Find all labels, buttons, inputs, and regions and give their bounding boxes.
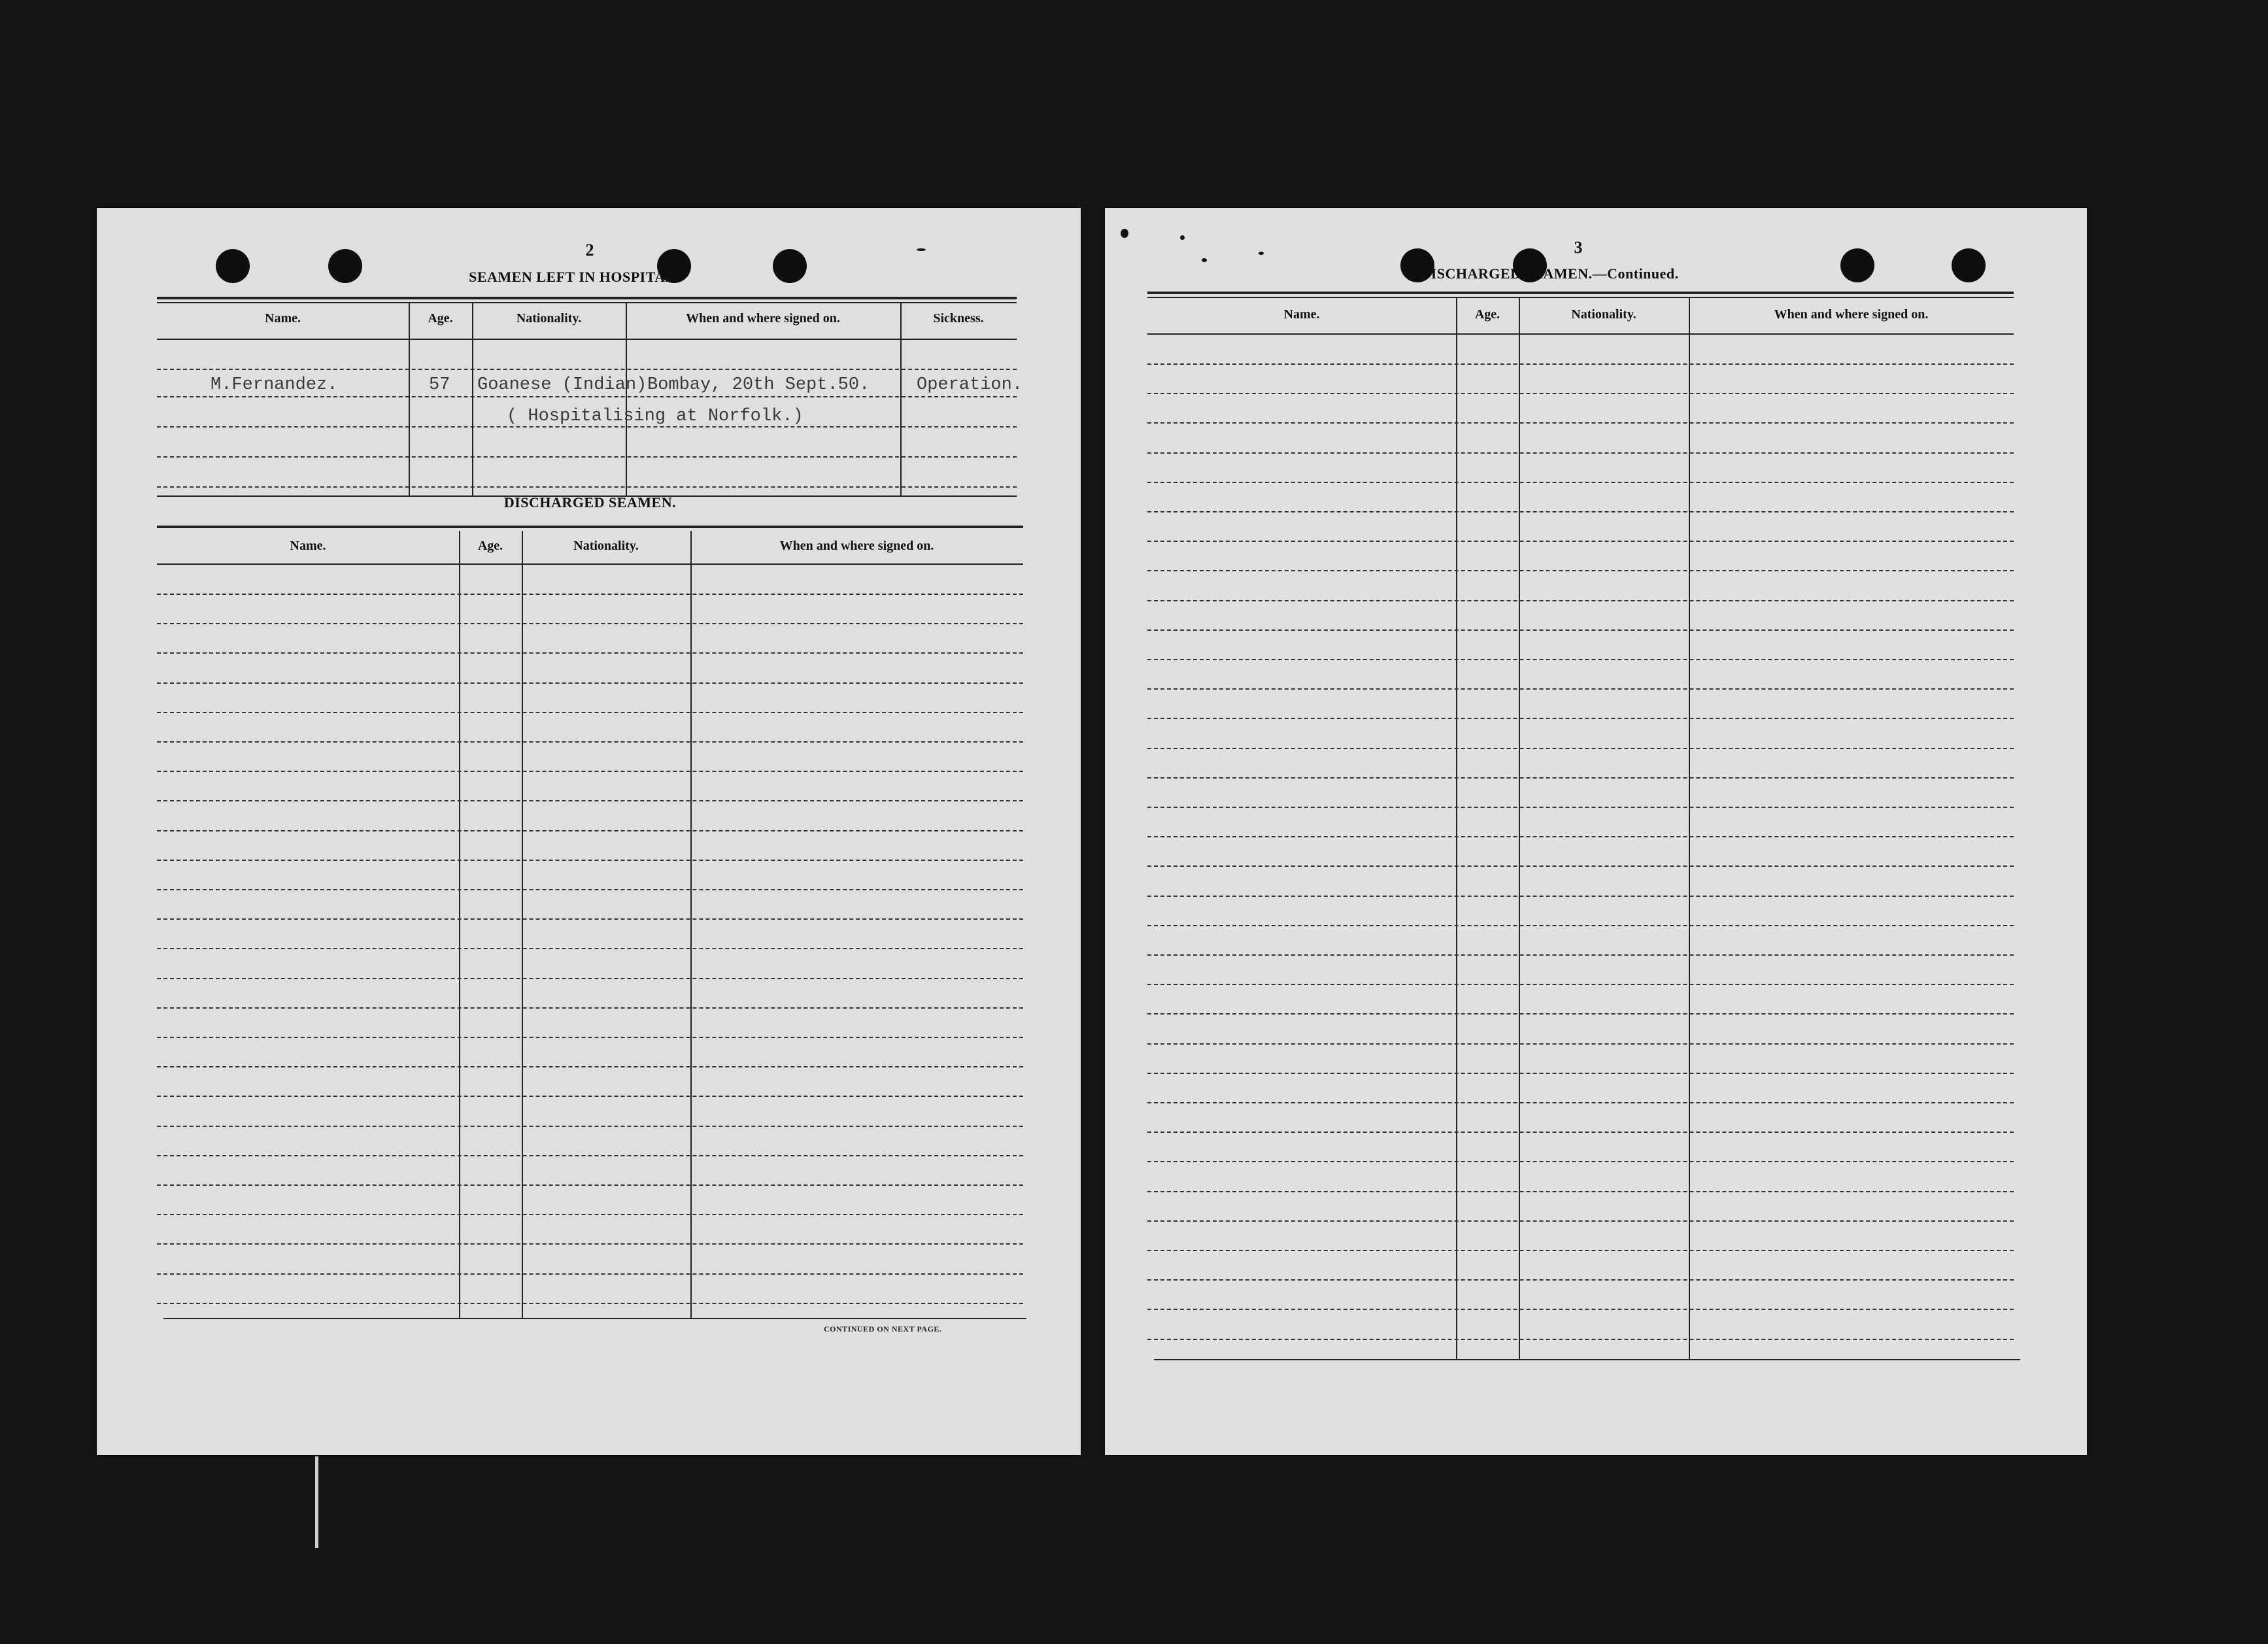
ledger-row-line (1147, 1043, 2014, 1045)
left-page (97, 208, 1081, 1455)
ledger-row-line (1147, 777, 2014, 779)
ledger-row-line (157, 771, 1023, 772)
ledger-row-line (157, 948, 1023, 949)
punch-hole (1840, 248, 1874, 282)
entry-note: ( Hospitalising at Norfolk.) (507, 407, 804, 426)
punch-hole (216, 249, 250, 283)
col-header-signed-on: When and where signed on. (686, 311, 840, 326)
ledger-row-line (157, 1273, 1023, 1275)
page-edge-strip (315, 1456, 318, 1548)
entry-sickness: Operation. (917, 375, 1023, 395)
ledger-row-line (157, 1037, 1023, 1038)
ledger-row-line (1147, 1102, 2014, 1103)
scan-speck (917, 248, 926, 251)
page-number: 2 (585, 241, 594, 260)
col-header-nationality: Nationality. (516, 311, 582, 326)
col-header-signed-on: When and where signed on. (1774, 307, 1929, 322)
ledger-row-line (157, 623, 1023, 624)
ledger-row-line (157, 1243, 1023, 1245)
page-number: 3 (1574, 238, 1583, 257)
col-header-age: Age. (477, 539, 503, 553)
ledger-row-line (1147, 1073, 2014, 1074)
ledger-row-line (1147, 954, 2014, 956)
col-header-sickness: Sickness. (933, 311, 984, 326)
ledger-row-line (1147, 1309, 2014, 1310)
col-header-age: Age. (428, 311, 453, 326)
ledger-row-line (1147, 1220, 2014, 1222)
ledger-row-line (1147, 748, 2014, 749)
scan-speck (1202, 258, 1207, 262)
continued-note: CONTINUED ON NEXT PAGE. (824, 1324, 942, 1334)
ledger-row-line (1147, 511, 2014, 512)
ledger-row-line (1147, 1339, 2014, 1340)
ledger-row-line (157, 860, 1023, 861)
ledger-row-line (1147, 1013, 2014, 1015)
ledger-row-line (1147, 925, 2014, 926)
ledger-row-line (157, 1007, 1023, 1009)
col-header-name: Name. (290, 539, 326, 553)
hospital-section-title: SEAMEN LEFT IN HOSPITAL. (469, 269, 679, 285)
ledger-row-line (1147, 1191, 2014, 1192)
ledger-row-line (157, 1126, 1023, 1127)
discharged-section-title: DISCHARGED SEAMEN. (503, 494, 677, 511)
ledger-row-line (157, 682, 1023, 684)
ledger-row-line (1147, 807, 2014, 808)
discharged-continued-title: DISCHARGED SEAMEN.—Continued. (1420, 265, 1679, 282)
ledger-row-line (1147, 393, 2014, 394)
entry-age: 57 (429, 375, 450, 395)
ledger-row-line (1147, 570, 2014, 571)
ledger-row-line (157, 830, 1023, 831)
ledger-row-line (1147, 363, 2014, 365)
ledger-row-line (157, 741, 1023, 743)
ledger-row-line (157, 712, 1023, 713)
ledger-row-line (1147, 482, 2014, 483)
scan-speck (1180, 235, 1185, 240)
ledger-row-line (157, 1155, 1023, 1156)
ledger-row-line (157, 594, 1023, 595)
scan-speck (1121, 229, 1128, 238)
ledger-row-line (1147, 600, 2014, 601)
col-header-nationality: Nationality. (1571, 307, 1636, 322)
ledger-row-line (157, 1066, 1023, 1067)
ledger-row-line (1147, 422, 2014, 424)
entry-name: M.Fernandez. (211, 375, 338, 395)
ledger-row-line (1147, 688, 2014, 690)
ledger-row-line (1147, 541, 2014, 542)
discharged-continued-table (1147, 292, 2014, 1364)
ledger-row-line (157, 800, 1023, 801)
ledger-row-line (1147, 1161, 2014, 1162)
punch-hole (773, 249, 807, 283)
ledger-row-line (1147, 1132, 2014, 1133)
discharged-table (157, 494, 1023, 1568)
ledger-row-line (1147, 452, 2014, 454)
punch-hole (1952, 248, 1986, 282)
scan-speck (1259, 252, 1264, 255)
ledger-row-line (157, 652, 1023, 654)
entry-signed-on: Bombay, 20th Sept.50. (647, 375, 870, 395)
ledger-row-line (1147, 1250, 2014, 1251)
punch-hole (328, 249, 362, 283)
ledger-row-line (157, 978, 1023, 979)
ledger-row-line (157, 1184, 1023, 1186)
ledger-row-line (1147, 865, 2014, 867)
ledger-row-line (1147, 659, 2014, 660)
hospital-table (157, 297, 1023, 499)
right-page (1105, 208, 2087, 1455)
ledger-row-line (157, 1214, 1023, 1215)
ledger-row-line (1147, 1279, 2014, 1281)
ledger-row-line (1147, 896, 2014, 897)
ledger-row-line (157, 918, 1023, 920)
ledger-row-line (157, 1303, 1023, 1304)
ledger-row-line (1147, 836, 2014, 837)
col-header-name: Name. (265, 311, 301, 326)
ledger-row-line (157, 1096, 1023, 1097)
ledger-row-line (1147, 718, 2014, 719)
col-header-name: Name. (1283, 307, 1320, 322)
ledger-row-line (157, 889, 1023, 890)
entry-nationality: Goanese (Indian) (477, 375, 647, 395)
ledger-row-line (1147, 984, 2014, 985)
col-header-age: Age. (1474, 307, 1500, 322)
col-header-signed-on: When and where signed on. (779, 539, 934, 553)
ledger-row-line (1147, 629, 2014, 631)
col-header-nationality: Nationality. (573, 539, 639, 553)
